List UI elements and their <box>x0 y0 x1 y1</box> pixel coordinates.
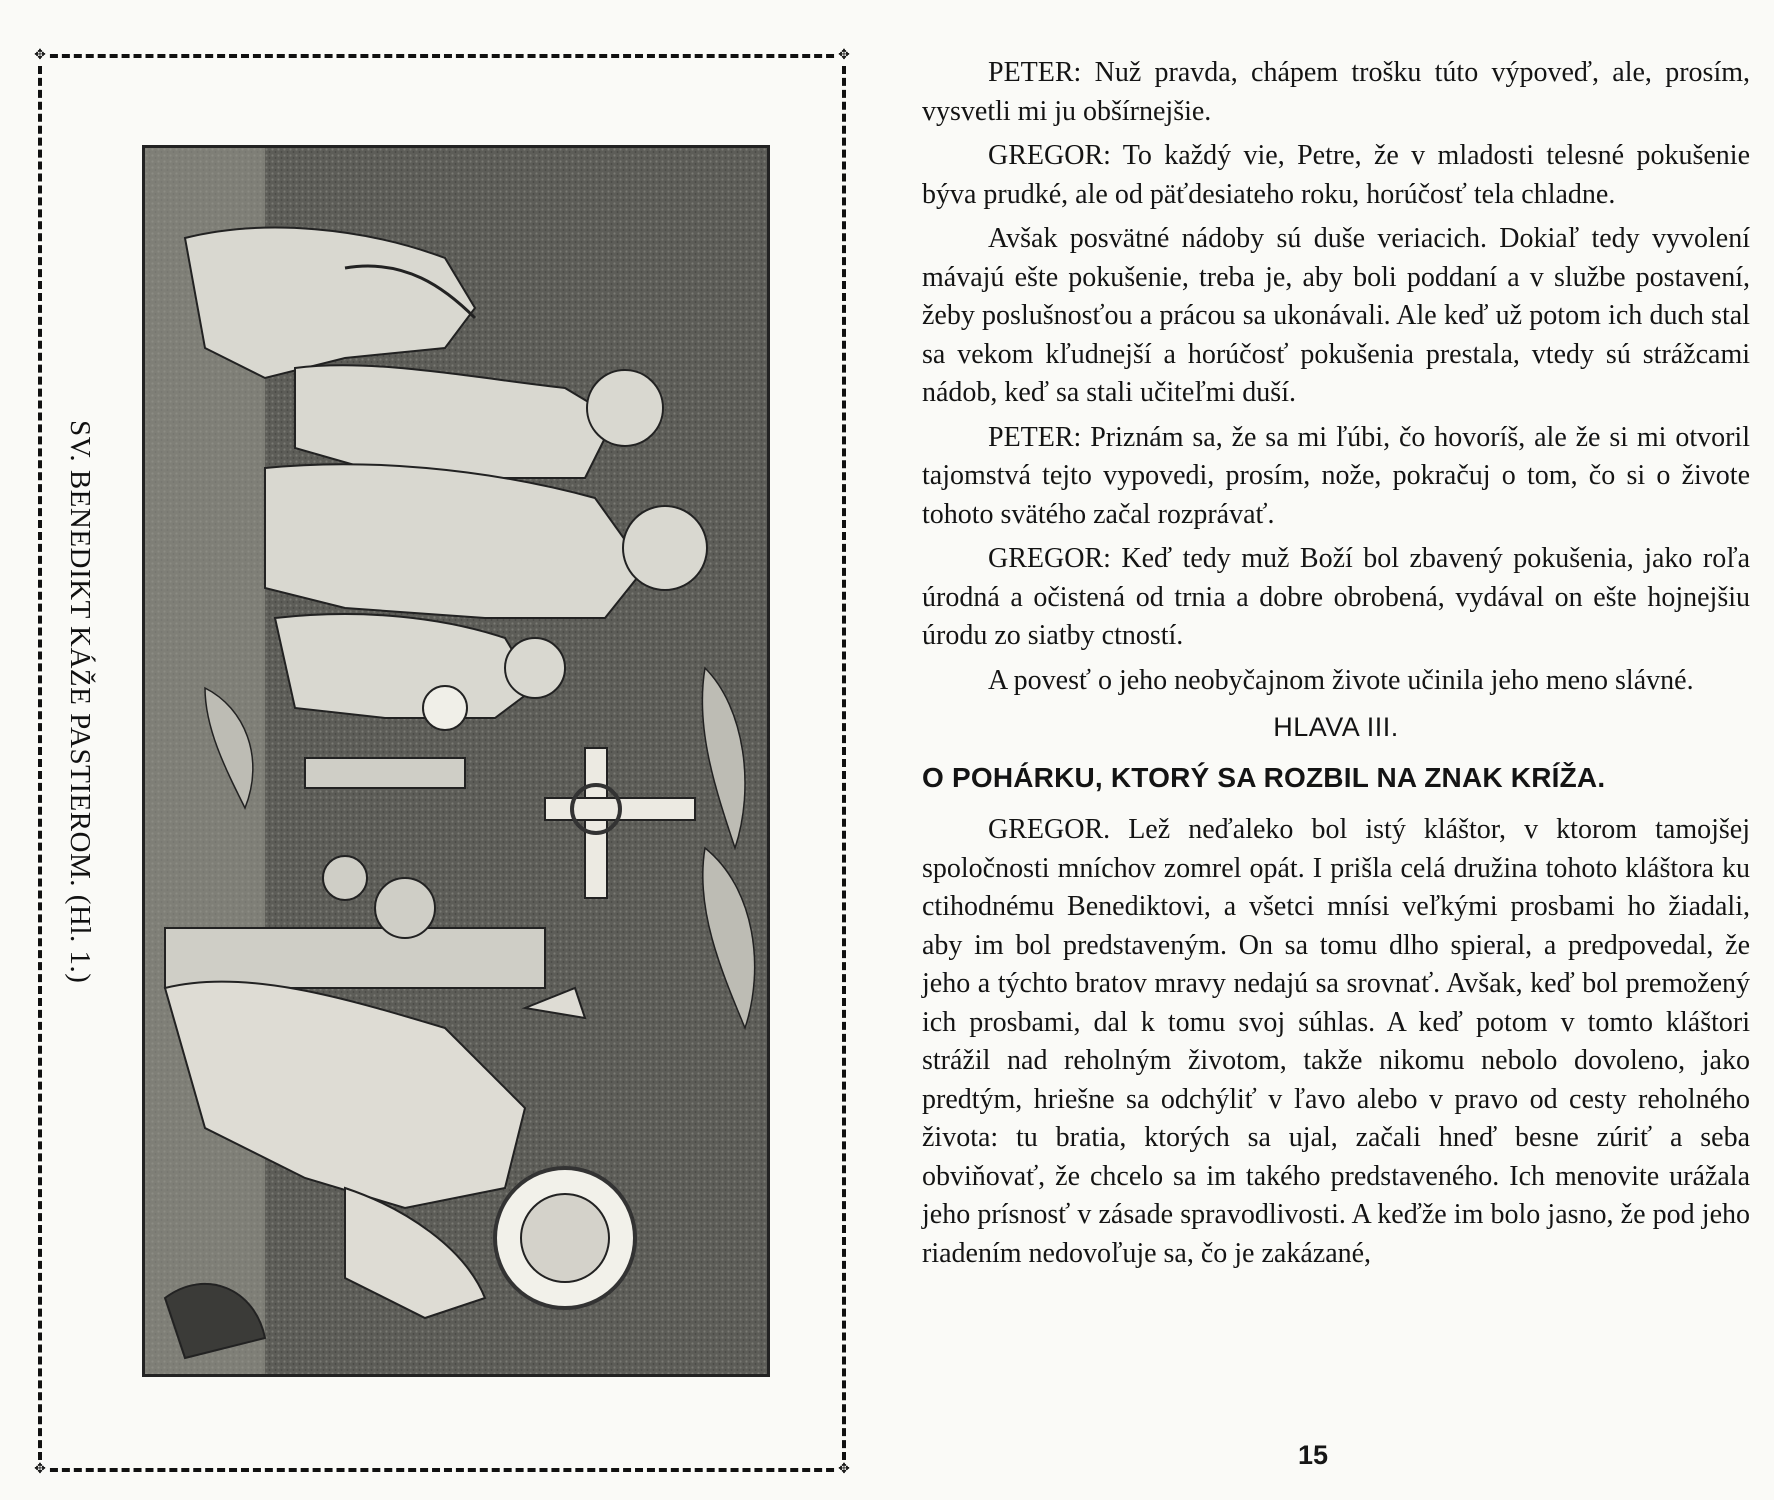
illustration-art <box>145 148 767 1374</box>
page-number: 15 <box>1298 1440 1329 1470</box>
paragraph: Avšak posvätné nádoby sú duše veriacich. Dokiaľ tedy vyvolení mávajú ešte pokušenie, treba je, aby boli poddaní a v službe postavení, žeby poslušnosťou a prácou sa ukonávali. Ale keď už potom ich duch stal sa vekom kľudnejší a horúčosť pokušenia prestala, vtedy sú strážcami nádob, keď sa stali učiteľmi duší. <box>922 223 1750 408</box>
plate-caption: SV. BENEDIKT KÁŽE PASTIEROM. (Hl. 1.) <box>64 420 96 984</box>
corner-ornament: ✥ <box>34 48 46 63</box>
chapter-title: O POHÁRKU, KTORÝ SA ROZBIL NA ZNAK KRÍŽA. <box>922 761 1606 793</box>
corner-ornament: ✥ <box>34 1462 46 1477</box>
paragraph: A povesť o jeho neobyčajnom živote učinila jeho meno slávné. <box>988 664 1694 696</box>
paragraph: GREGOR: Keď tedy muž Boží bol zbavený pokušenia, jako roľa úrodná a očistená od trnia a dobre obrobená, vydával on ešte hojnejšiu úrodu zo siatby ctností. <box>922 543 1750 651</box>
paragraph: GREGOR: To každý vie, Petre, že v mladosti telesné pokušenie býva prudké, ale od päťdesiateho roku, horúčosť tela chladne. <box>922 140 1750 210</box>
corner-ornament: ✥ <box>838 1462 850 1477</box>
plate-caption-wrap <box>44 420 104 1140</box>
corner-ornament: ✥ <box>838 48 850 63</box>
paragraph: PETER: Priznám sa, že sa mi ľúbi, čo hovoríš, ale že si mi otvoril tajomstvá tejto vypovedi, prosím, nože, pokračuj o tom, čo si o živote tohoto svätého začal rozprávať. <box>922 421 1750 530</box>
paragraph: PETER: Nuž pravda, chápem trošku túto výpoveď, ale, prosím, vysvetli mi ju obšírnejšie. <box>922 57 1750 127</box>
chapter-number: HLAVA III. <box>1273 712 1399 742</box>
chapter-paragraph: GREGOR. Lež neďaleko bol istý kláštor, v ktorom tamojšej spoločnosti mníchov zomrel opát. I prišla celá družina tohoto kláštora ku ctihodnému Benediktovi, a všetci mnísi veľkými prosbami ho žiadali, aby im bol predstaveným. On sa tomu dlho spieral, a predpovedal, že jeho a týchto bratov mravy nedajú sa srovnať. Avšak, keď bol premožený ich prosbami, dal k tomu svoj súhlas. A keď potom v tomto kláštori strážil nad reholným životom, takže nikomu nebolo dovoleno, jako predtým, hriešne sa odchýliť v ľavo alebo v pravo od cesty reholného života: tu bratia, ktorých sa ujal, začali hneď besne zúriť a seba obviňovať, že chcelo sa im takého predstaveného. Ich menovite urážala jeho prísnosť v zásade spravodlivosti. A keďže im bolo jasno, že pod jeho riadením nedovoľuje sa, čo je zakázané, <box>922 814 1750 1269</box>
illustration <box>142 145 770 1377</box>
page-text <box>922 54 1750 1279</box>
